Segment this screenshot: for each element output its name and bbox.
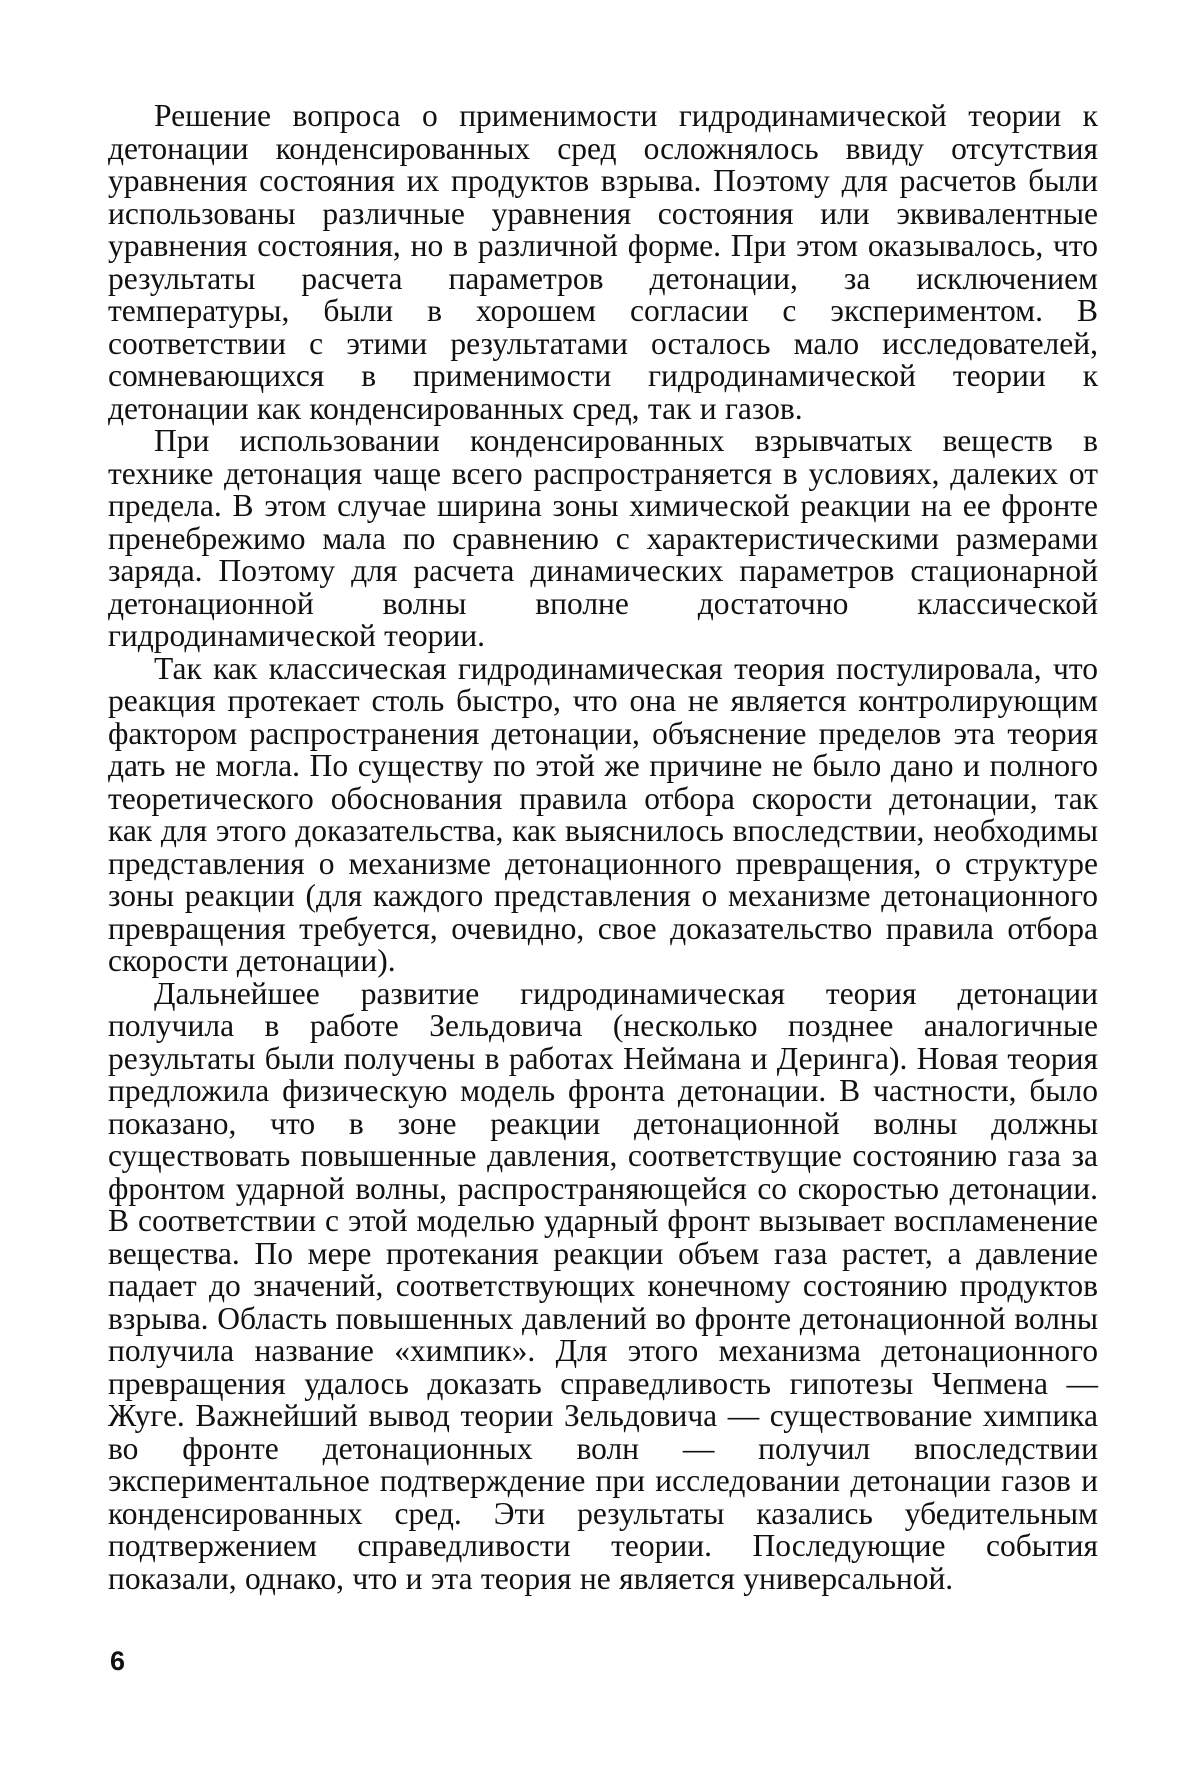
page-number: 6 [110, 1646, 126, 1676]
paragraph-3: Так как классическая гидродинамическая теория постулировала, что реакция протекает столь быстро, что она не является контролирующим фактором распространения детонации, объяснение пределов эта теория дать не могла. По существу по этой же причине не было дано и полного теоретического обоснования правила отбора скорости детонации, так как для этого доказательства, как выяснилось впоследствии, необходимы представления о механизме детонационного превращения, о структуре зоны реакции (для каждого представления о механизме детонационного превращения требуется, очевидно, свое доказательство правила отбора скорости детонации). [108, 650, 1098, 978]
paragraph-1: Решение вопроса о применимости гидродинамической теории к детонации конденсированных сред осложнялось ввиду отсутствия уравнения состояния их продуктов взрыва. Поэтому для расчетов были использованы различные уравнения состояния или эквивалентные уравнения состояния, но в различной форме. При этом оказывалось, что результаты расчета параметров детонации, за исключением температуры, были в хорошем согласии с экспериментом. В соответствии с этими результатами осталось мало исследователей, сомневающихся в применимости гидродинамической теории к детонации как конденсированных сред, так и газов. [108, 98, 1098, 426]
paragraph-4: Дальнейшее развитие гидродинамическая теория детонации получила в работе Зельдовича (несколько позднее аналогичные результаты были получены в работах Неймана и Деринга). Новая теория предложила физическую модель фронта детонации. В частности, было показано, что в зоне реакции детонационной волны должны существовать повышенные давления, соответствущие состоянию газа за фронтом ударной волны, распространяющейся со скоростью детонации. В соответствии с этой моделью ударный фронт вызывает воспламенение вещества. По мере протекания реакции объем газа растет, а давление падает до значений, соответствующих конечному состоянию продуктов взрыва. Область повышенных давлений во фронте детонационной волны получила название «химпик». Для этого механизма детонационного превращения удалось доказать справедливость гипотезы Чепмена — Жуге. Важнейший вывод теории Зельдовича — существование химпика во фронте детонационных волн — получил впоследствии экспериментальное подтверждение при исследовании детонации газов и конденсированных сред. Эти результаты казались убедительным подтвержением справедливости теории. Последующие события показали, однако, что и эта теория не является универсальной. [108, 975, 1098, 1596]
paragraph-2: При использовании конденсированных взрывчатых веществ в технике детонация чаще всего распространяется в условиях, далеких от предела. В этом случае ширина зоны химической реакции на ее фронте пренебрежимо мала по сравнению с характеристическими размерами заряда. Поэтому для расчета динамических параметров стационарной детонационной волны вполне достаточно классической гидродинамической теории. [108, 423, 1098, 653]
body-text [108, 100, 1098, 1595]
